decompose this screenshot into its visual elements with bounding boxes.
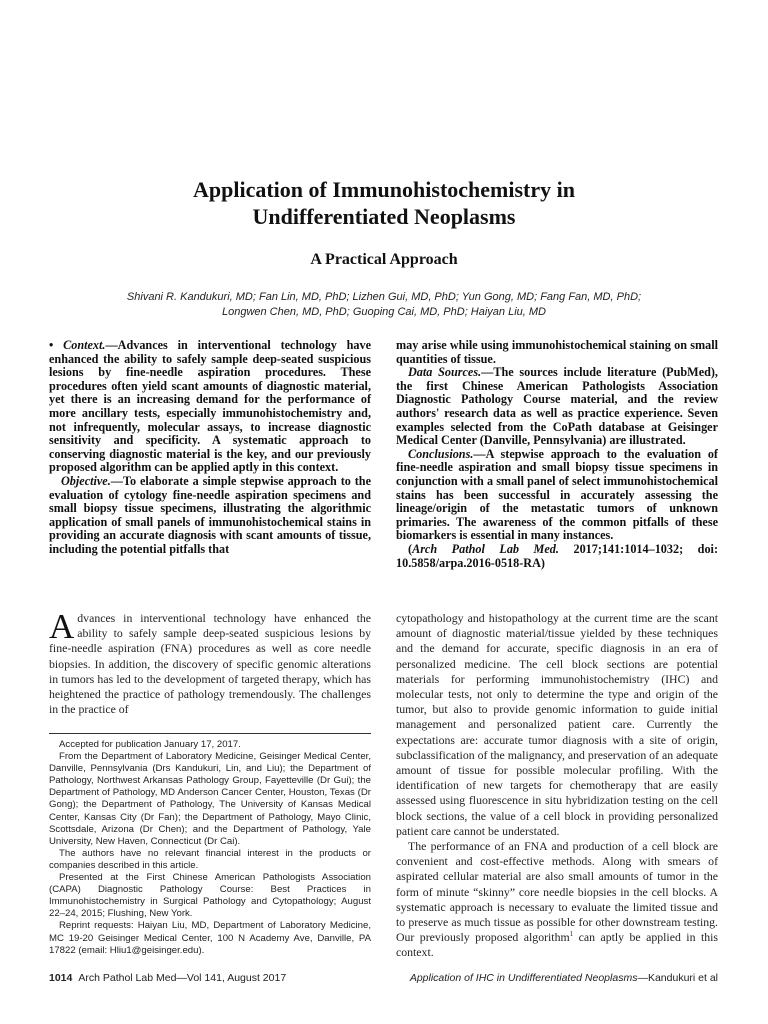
context-label: Context. — [63, 338, 106, 352]
abstract-data-sources — [396, 366, 718, 448]
drop-cap: A — [49, 607, 75, 646]
footnote-reprint: Reprint requests: Haiyan Liu, MD, Department of Laboratory Medicine, MC 19-20 Geisinger Medical Center, 100 N Academy Ave, Danville, PA 17822 (email: Hliu1@geisinger.edu). — [49, 920, 371, 956]
page-number: 1014 — [49, 972, 73, 984]
footnote-presented: Presented at the First Chinese American Pathologists Association (CAPA) Diagnostic Pathology Course: Best Practices in Immunohistochemistry in Surgical Pathology and Cytopathology; August 22–24, 2015; Flushing, New York. — [49, 872, 371, 920]
abstract-left-column — [49, 339, 371, 557]
data-sources-text: —The sources include literature (PubMed), the first Chinese American Pathologists Association Diagnostic Pathology Course material, and the review authors' research data as well as practice experience. Seven examples selected from the CoPath database at Geisinger Medical Center (Danville, Pennsylvania) are illustrated. — [396, 365, 718, 448]
conclusions-label: Conclusions. — [408, 446, 474, 461]
abstract-citation: (Arch Pathol Lab Med. 2017;141:1014–1032; doi: 10.5858/arpa.2016-0518-RA) — [396, 541, 718, 570]
journal-info: Arch Pathol Lab Med—Vol 141, August 2017 — [78, 972, 287, 984]
article-title — [40, 176, 728, 230]
body-paragraph-2 — [396, 839, 718, 961]
reference-superscript: 1 — [569, 930, 574, 939]
citation-details: 2017;141:1014–1032; doi: 10.5858/arpa.2016-0518-RA) — [396, 541, 718, 570]
intro-paragraph — [49, 607, 371, 717]
footnote-divider — [49, 733, 371, 734]
objective-label: Objective. — [61, 473, 111, 488]
objective-text: —To elaborate a simple stepwise approach to the evaluation of cytology fine-needle aspiration specimens and small biopsy tissue specimens, illustrating the algorithmic application of small panels of immunohistochemical stains in providing an accurate diagnosis with scant amounts of tissue, including the potential pitfalls that — [49, 473, 371, 556]
abstract-conclusions — [396, 448, 718, 543]
page-footer-left — [49, 972, 286, 984]
authors-line-2: Longwen Chen, MD, PhD; Guoping Cai, MD, PhD; Haiyan Liu, MD — [221, 306, 547, 318]
footnote-affiliations: From the Department of Laboratory Medicine, Geisinger Medical Center, Danville, Pennsylvania (Drs Kandukuri, Lin, and Liu); the Department of Pathology, Northwest Arkansas Pathology Group, Fayetteville (Dr Gui); the Department of Pathology, MD Anderson Cancer Center, Houston, Texas (Dr Gong); the Department of Pathology, The University of Kansas Medical Center, Kansas City (Dr Fan); the Department of Pathology, Mayo Clinic, Scottsdale, Arizona (Dr Chen); and the Department of Pathology, Yale University, New Haven, Connecticut (Dr Cai). — [49, 751, 371, 847]
para2-text-b: can aptly be applied in this context. — [396, 930, 718, 960]
title-line-2: Undifferentiated Neoplasms — [252, 204, 516, 229]
body-right-column — [396, 611, 718, 961]
running-title: Application of IHC in Undifferentiated Neoplasms — [409, 972, 638, 984]
footnotes — [49, 739, 371, 957]
authors-line-1: Shivani R. Kandukuri, MD; Fan Lin, MD, PhD; Lizhen Gui, MD, PhD; Yun Gong, MD; Fang Fan, MD, PhD; — [126, 291, 642, 303]
citation-journal: Arch Pathol Lab Med. — [412, 541, 559, 556]
footnote-disclosure: The authors have no relevant financial interest in the products or companies described in this article. — [49, 847, 371, 871]
context-text: —Advances in interventional technology have enhanced the ability to safely sample deep-seated suspicious lesions by fine-needle aspiration procedures. These procedures often yield scant amounts of diagnostic material, yet there is an increasing demand for the performance of more ancillary tests, especially immunohistochemistry and, not infrequently, molecular assays, to increase diagnostic sensitivity and specificity. A systematic approach to conserving diagnostic material is the key, and our previously proposed algorithm can be applied aptly in this context. — [49, 338, 372, 475]
bullet: • — [49, 338, 54, 352]
running-authors: —Kandukuri et al — [637, 972, 718, 984]
conclusions-text: —A stepwise approach to the evaluation of fine-needle aspiration and small biopsy tissue specimens in conjunction with a small panel of select immunohistochemical stains has been successful in accurately assessing the lineage/origin of the metastatic tumors of unknown primaries. The awareness of the common pitfalls of these biomarkers is essential in many instances. — [396, 446, 718, 543]
intro-text: dvances in interventional technology have enhanced the ability to safely sample deep-seated suspicious lesions by fine-needle aspiration (FNA) procedures as well as core needle biopsies. In addition, the discovery of specific genomic alterations in tumors has led to the development of targeted therapy, which has heightened the practice of pathology tremendously. The challenges in the practice of — [49, 611, 371, 717]
body-left-column — [49, 607, 371, 717]
footnote-accepted: Accepted for publication January 17, 2017. — [59, 739, 241, 750]
data-sources-label: Data Sources. — [408, 365, 482, 380]
para2-text-a: The performance of an FNA and production of a cell block are convenient and cost-effective methods. Along with smears of aspirated cellular material are also small amounts of tumor in the form of minute “skinny” core needle biopsies in the cell blocks. A systematic approach is necessary to evaluate the limited tissue and to preserve as much tissue as possible for other downstream testing. Our previously proposed algorithm — [396, 839, 718, 945]
page-footer-right — [410, 972, 718, 984]
abstract-right-column — [396, 339, 718, 570]
author-list — [60, 290, 708, 320]
title-line-1: Application of Immunohistochemistry in — [193, 177, 575, 202]
abstract-objective — [49, 475, 371, 557]
abstract-context — [49, 339, 371, 475]
objective-continued: may arise while using immunohistochemical staining on small quantities of tissue. — [396, 338, 718, 366]
body-paragraph-1: cytopathology and histopathology at the current time are the scant amount of diagnostic material/tissue yielded by these techniques and the demand for accurate, specific diagnosis in an era of personalized medicine. The cell block sections are potential materials for performing immunohistochemistry (IHC) and molecular tests, not only to determine the type and origin of the tumor, but also to provide genomic information to guide initial management and personalized patient care. Currently the expectations are: accurate tumor diagnosis with a site of origin, subclassification of the malignancy, and preservation of an adequate amount of tissue for possible molecular profiling. With the identification of new targets for chemotherapy that are easily assessed using fluorescence in situ hybridization testing on the cell block sections, the value of a cell block in providing personalized patient care cannot be understated. — [396, 611, 718, 838]
article-subtitle: A Practical Approach — [310, 251, 458, 268]
